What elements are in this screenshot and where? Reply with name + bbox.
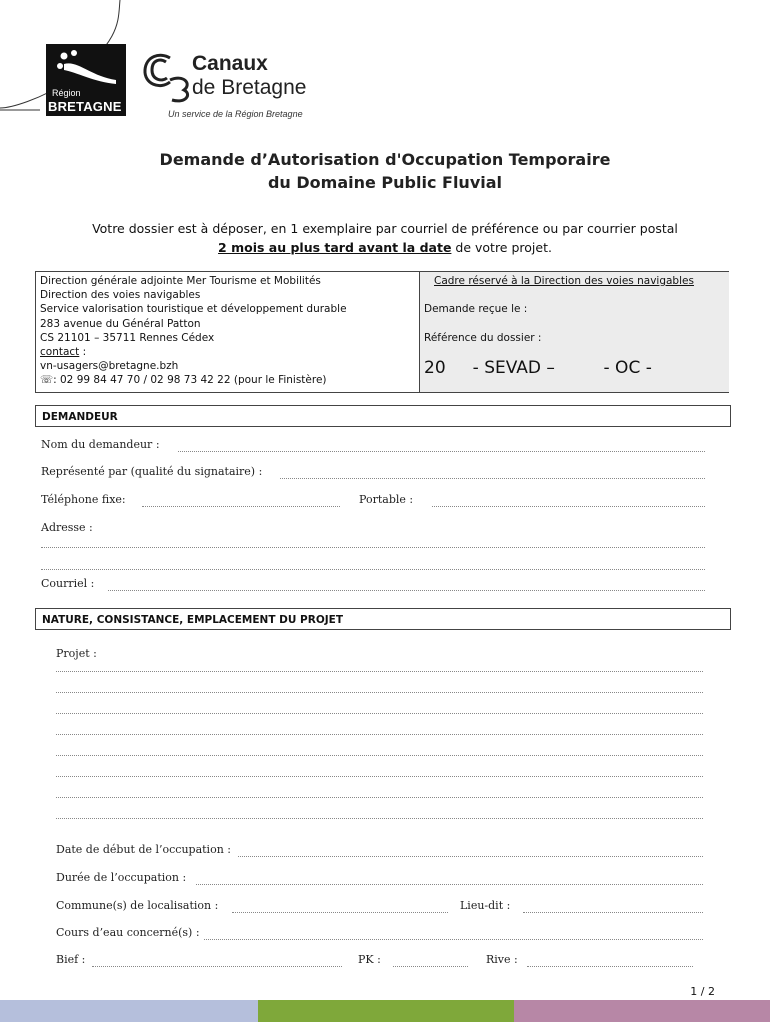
info-box xyxy=(35,271,729,393)
represented-field[interactable] xyxy=(280,477,705,479)
address-field-line2[interactable] xyxy=(41,568,705,570)
footer-bar-green xyxy=(258,1000,514,1022)
mobile-label: Portable : xyxy=(359,493,414,506)
start-date-label: Date de début de l’occupation : xyxy=(56,843,231,856)
footer-bar-purple xyxy=(514,1000,770,1022)
start-date-field[interactable] xyxy=(238,855,703,857)
mobile-field[interactable] xyxy=(432,505,705,507)
address-block xyxy=(36,272,419,392)
intro-line2 xyxy=(0,240,770,255)
document-title-line2: du Domaine Public Fluvial xyxy=(267,173,503,192)
page-number: 1 / 2 xyxy=(690,985,715,998)
project-field-line[interactable] xyxy=(56,733,703,735)
reserved-block xyxy=(419,272,729,392)
intro-deadline: 2 mois au plus tard avant la date xyxy=(218,240,452,255)
project-field-line[interactable] xyxy=(56,817,703,819)
phone-field[interactable] xyxy=(142,505,340,507)
bief-field[interactable] xyxy=(92,965,342,967)
duration-label: Durée de l’occupation : xyxy=(56,871,187,884)
bief-label: Bief : xyxy=(56,953,86,966)
rive-field[interactable] xyxy=(527,965,693,967)
address-label: Adresse : xyxy=(41,521,93,534)
watercourse-label: Cours d’eau concerné(s) : xyxy=(56,926,200,939)
pk-label: PK : xyxy=(358,953,381,966)
footer-bar-blue xyxy=(0,1000,258,1022)
contact-line xyxy=(40,345,419,359)
section-nature-projet: NATURE, CONSISTANCE, EMPLACEMENT DU PROJET xyxy=(35,608,731,630)
region-bretagne-logo xyxy=(46,44,126,116)
address-line: Service valorisation touristique et développement durable xyxy=(40,303,347,316)
received-date-label: Demande reçue le : xyxy=(424,303,528,315)
canaux-logo-tagline: Un service de la Région Bretagne xyxy=(168,109,303,119)
region-logo-text-2: BRETAGNE xyxy=(48,99,122,114)
lieudit-field[interactable] xyxy=(523,911,703,913)
intro-line1: Votre dossier est à déposer, en 1 exemplaire par courriel de préférence ou par courrier postal xyxy=(92,221,678,236)
contact-suffix: : xyxy=(79,346,87,359)
document-title-line1: Demande d’Autorisation d'Occupation Temporaire xyxy=(159,150,611,169)
duration-field[interactable] xyxy=(196,883,703,885)
project-field-line[interactable] xyxy=(56,691,703,693)
address-line: 283 avenue du Général Patton xyxy=(40,317,201,330)
reserved-heading: Cadre réservé à la Direction des voies navigables xyxy=(434,275,694,287)
watercourse-field[interactable] xyxy=(204,938,703,940)
project-field-line[interactable] xyxy=(56,754,703,756)
address-line: CS 21101 – 35711 Rennes Cédex xyxy=(40,331,215,344)
commune-field[interactable] xyxy=(232,911,448,913)
project-field-line[interactable] xyxy=(56,775,703,777)
email-label: Courriel : xyxy=(41,577,95,590)
file-reference-label: Référence du dossier : xyxy=(424,332,542,344)
address-line: Direction des voies navigables xyxy=(40,289,201,302)
commune-label: Commune(s) de localisation : xyxy=(56,899,219,912)
project-label: Projet : xyxy=(56,647,97,660)
canaux-logo-line1: Canaux xyxy=(192,52,268,75)
intro-line2-rest: de votre projet. xyxy=(451,240,552,255)
address-line: Direction générale adjointe Mer Tourisme et Mobilités xyxy=(40,275,321,287)
contact-email[interactable]: vn-usagers@bretagne.bzh xyxy=(40,360,179,373)
lieudit-label: Lieu-dit : xyxy=(460,899,511,912)
contact-phone: ☏: 02 99 84 47 70 / 02 98 73 42 22 (pour le Finistère) xyxy=(40,374,327,387)
address-field-line1[interactable] xyxy=(41,546,705,548)
email-field[interactable] xyxy=(108,589,705,591)
project-field-line[interactable] xyxy=(56,796,703,798)
name-label: Nom du demandeur : xyxy=(41,438,160,451)
project-field-line[interactable] xyxy=(56,712,703,714)
project-field-line[interactable] xyxy=(56,670,703,672)
rive-label: Rive : xyxy=(486,953,518,966)
canaux-c3-icon xyxy=(140,50,196,104)
file-reference-number: 20 - SEVAD – - OC - xyxy=(424,358,652,378)
pk-field[interactable] xyxy=(393,965,468,967)
contact-label: contact xyxy=(40,346,80,359)
represented-label: Représenté par (qualité du signataire) : xyxy=(41,465,263,478)
canaux-logo-line2: de Bretagne xyxy=(192,76,307,99)
section-demandeur: DEMANDEUR xyxy=(35,405,731,427)
phone-label: Téléphone fixe: xyxy=(41,493,126,506)
region-logo-icon xyxy=(54,50,118,86)
name-field[interactable] xyxy=(178,450,705,452)
region-logo-text-1: Région xyxy=(52,88,81,98)
